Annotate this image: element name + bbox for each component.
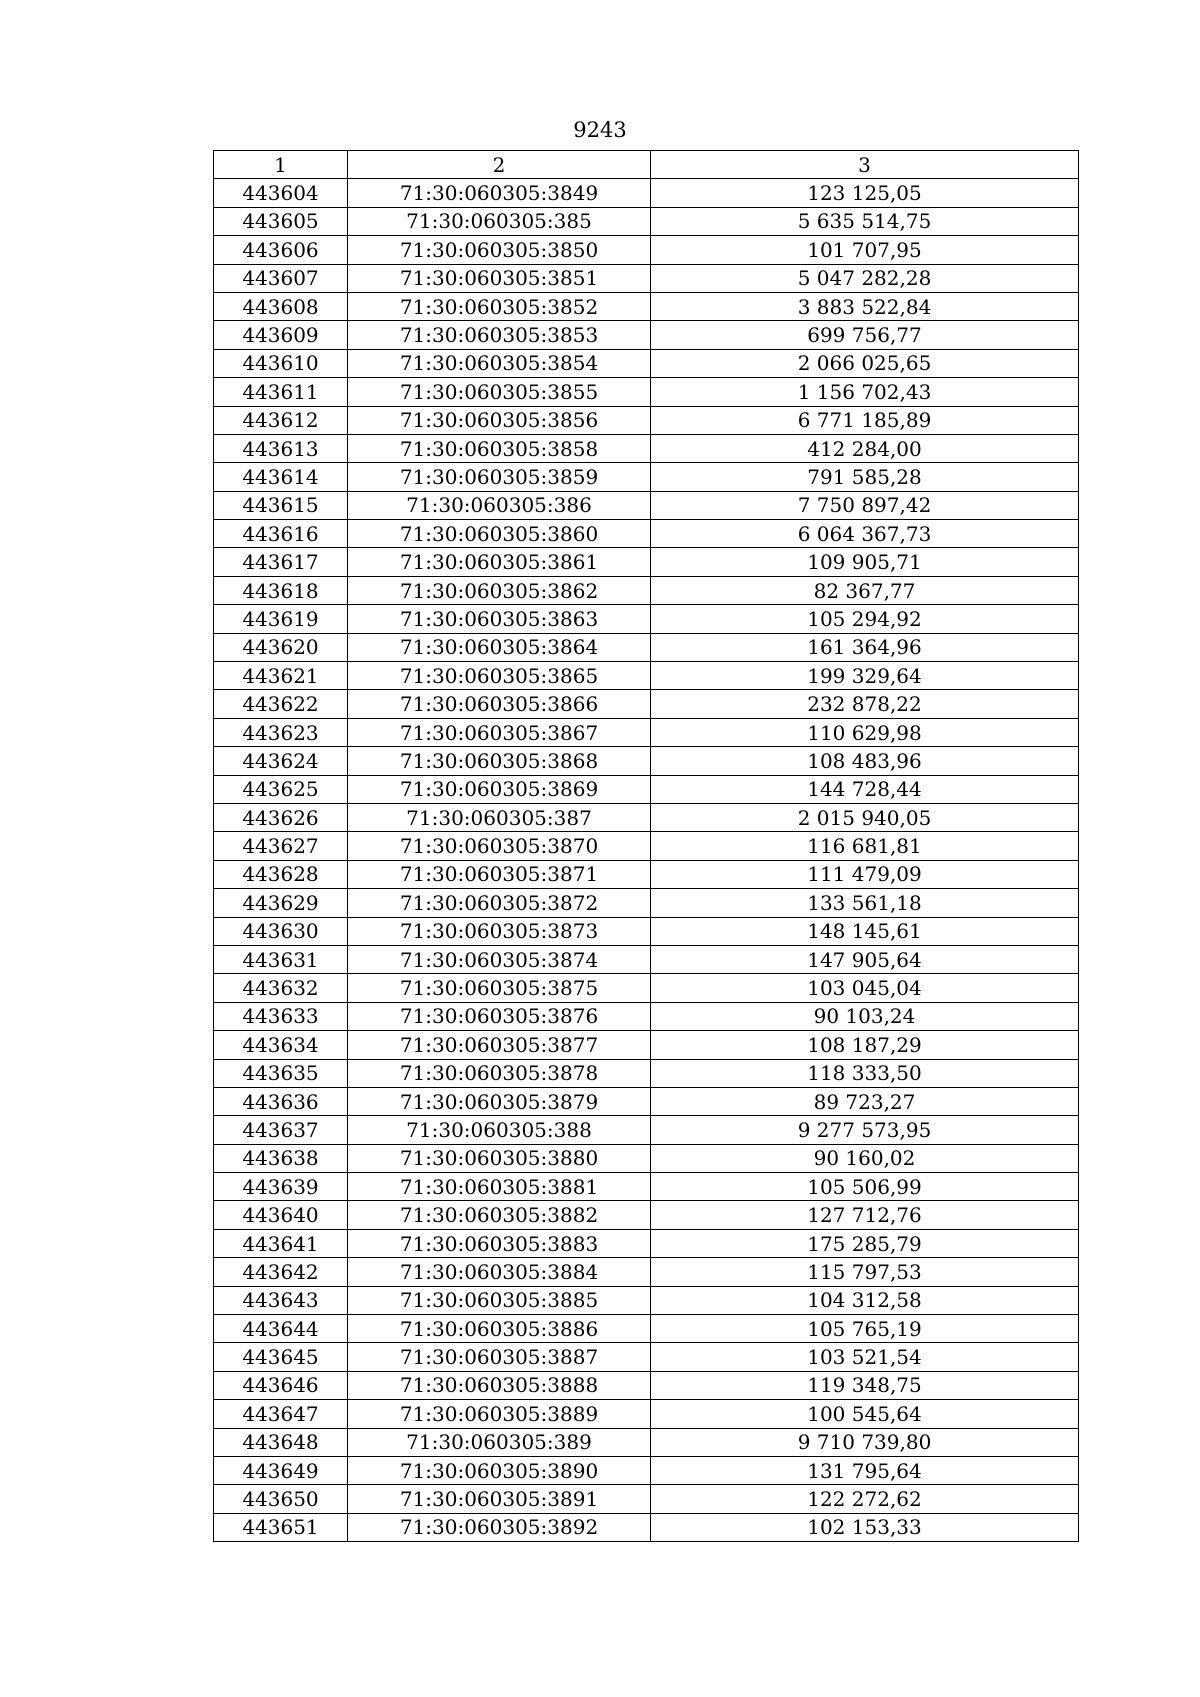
cadastral-number-cell: 71:30:060305:3869 [348,775,651,803]
row-number-cell: 443645 [214,1343,348,1371]
cadastral-number-cell: 71:30:060305:3871 [348,860,651,888]
cadastral-value-cell: 5 635 514,75 [651,207,1079,235]
table-body [214,151,1079,1542]
row-number-cell: 443642 [214,1258,348,1286]
table-row [214,264,1079,292]
row-number-cell: 443646 [214,1371,348,1399]
row-number-cell: 443650 [214,1485,348,1513]
cadastral-value-cell: 2 066 025,65 [651,349,1079,377]
row-number-cell: 443613 [214,434,348,462]
table-row [214,463,1079,491]
table-row [214,633,1079,661]
cadastral-value-cell: 123 125,05 [651,179,1079,207]
table-row [214,1229,1079,1257]
cadastral-number-cell: 71:30:060305:386 [348,491,651,519]
table-row [214,1315,1079,1343]
column-number-3: 3 [651,151,1079,179]
cadastral-value-cell: 108 187,29 [651,1031,1079,1059]
row-number-cell: 443626 [214,803,348,831]
row-number-cell: 443648 [214,1428,348,1456]
cadastral-value-cell: 148 145,61 [651,917,1079,945]
row-number-cell: 443647 [214,1400,348,1428]
row-number-cell: 443627 [214,832,348,860]
cadastral-value-cell: 102 153,33 [651,1513,1079,1541]
cadastral-value-cell: 110 629,98 [651,718,1079,746]
cadastral-number-cell: 71:30:060305:3870 [348,832,651,860]
cadastral-number-cell: 71:30:060305:3849 [348,179,651,207]
row-number-cell: 443614 [214,463,348,491]
cadastral-value-cell: 105 506,99 [651,1173,1079,1201]
table-row [214,378,1079,406]
table-row [214,605,1079,633]
table-row [214,945,1079,973]
cadastral-value-cell: 90 103,24 [651,1002,1079,1030]
cadastral-value-cell: 131 795,64 [651,1456,1079,1484]
cadastral-value-table [213,150,1079,1542]
column-number-row [214,151,1079,179]
row-number-cell: 443629 [214,889,348,917]
cadastral-value-cell: 127 712,76 [651,1201,1079,1229]
cadastral-number-cell: 71:30:060305:3854 [348,349,651,377]
cadastral-number-cell: 71:30:060305:3867 [348,718,651,746]
table-row [214,321,1079,349]
row-number-cell: 443624 [214,747,348,775]
table-row [214,1286,1079,1314]
cadastral-number-cell: 71:30:060305:3868 [348,747,651,775]
cadastral-value-cell: 101 707,95 [651,236,1079,264]
table-row [214,179,1079,207]
table-row [214,1002,1079,1030]
row-number-cell: 443638 [214,1144,348,1172]
cadastral-number-cell: 71:30:060305:3850 [348,236,651,264]
row-number-cell: 443608 [214,292,348,320]
row-number-cell: 443630 [214,917,348,945]
row-number-cell: 443619 [214,605,348,633]
page-number: 9243 [573,118,627,142]
cadastral-number-cell: 71:30:060305:3851 [348,264,651,292]
cadastral-number-cell: 71:30:060305:3873 [348,917,651,945]
row-number-cell: 443641 [214,1229,348,1257]
cadastral-value-cell: 103 521,54 [651,1343,1079,1371]
row-number-cell: 443639 [214,1173,348,1201]
cadastral-number-cell: 71:30:060305:3892 [348,1513,651,1541]
column-number-1: 1 [214,151,348,179]
row-number-cell: 443623 [214,718,348,746]
cadastral-value-cell: 2 015 940,05 [651,803,1079,831]
row-number-cell: 443612 [214,406,348,434]
row-number-cell: 443618 [214,576,348,604]
cadastral-number-cell: 71:30:060305:3886 [348,1315,651,1343]
cadastral-number-cell: 71:30:060305:3881 [348,1173,651,1201]
cadastral-number-cell: 71:30:060305:3884 [348,1258,651,1286]
table-row [214,1400,1079,1428]
table-row [214,917,1079,945]
cadastral-value-cell: 118 333,50 [651,1059,1079,1087]
cadastral-value-cell: 105 294,92 [651,605,1079,633]
row-number-cell: 443649 [214,1456,348,1484]
cadastral-value-cell: 100 545,64 [651,1400,1079,1428]
table-row [214,718,1079,746]
cadastral-value-cell: 147 905,64 [651,945,1079,973]
cadastral-value-cell: 119 348,75 [651,1371,1079,1399]
cadastral-value-cell: 89 723,27 [651,1087,1079,1115]
table-row [214,889,1079,917]
row-number-cell: 443610 [214,349,348,377]
row-number-cell: 443622 [214,690,348,718]
cadastral-value-cell: 111 479,09 [651,860,1079,888]
row-number-cell: 443633 [214,1002,348,1030]
cadastral-number-cell: 71:30:060305:3865 [348,662,651,690]
column-number-2: 2 [348,151,651,179]
table-row [214,1201,1079,1229]
cadastral-number-cell: 71:30:060305:3882 [348,1201,651,1229]
row-number-cell: 443651 [214,1513,348,1541]
row-number-cell: 443611 [214,378,348,406]
table-row [214,491,1079,519]
cadastral-value-cell: 133 561,18 [651,889,1079,917]
table-row [214,292,1079,320]
table-row [214,1513,1079,1541]
table-row [214,1258,1079,1286]
cadastral-number-cell: 71:30:060305:3859 [348,463,651,491]
cadastral-number-cell: 71:30:060305:3863 [348,605,651,633]
cadastral-value-cell: 109 905,71 [651,548,1079,576]
row-number-cell: 443617 [214,548,348,576]
row-number-cell: 443609 [214,321,348,349]
cadastral-value-cell: 9 277 573,95 [651,1116,1079,1144]
cadastral-value-cell: 7 750 897,42 [651,491,1079,519]
cadastral-value-cell: 90 160,02 [651,1144,1079,1172]
cadastral-number-cell: 71:30:060305:3861 [348,548,651,576]
cadastral-number-cell: 71:30:060305:3889 [348,1400,651,1428]
cadastral-value-cell: 699 756,77 [651,321,1079,349]
table-row [214,974,1079,1002]
table-row [214,1371,1079,1399]
row-number-cell: 443635 [214,1059,348,1087]
cadastral-value-cell: 104 312,58 [651,1286,1079,1314]
row-number-cell: 443606 [214,236,348,264]
table-row [214,236,1079,264]
table-row [214,747,1079,775]
table-row [214,1173,1079,1201]
cadastral-number-cell: 71:30:060305:3874 [348,945,651,973]
cadastral-value-cell: 1 156 702,43 [651,378,1079,406]
table-row [214,576,1079,604]
row-number-cell: 443632 [214,974,348,1002]
cadastral-number-cell: 71:30:060305:3878 [348,1059,651,1087]
row-number-cell: 443628 [214,860,348,888]
cadastral-value-cell: 105 765,19 [651,1315,1079,1343]
table-row [214,803,1079,831]
cadastral-value-cell: 116 681,81 [651,832,1079,860]
row-number-cell: 443615 [214,491,348,519]
cadastral-number-cell: 71:30:060305:3879 [348,1087,651,1115]
cadastral-value-cell: 175 285,79 [651,1229,1079,1257]
row-number-cell: 443604 [214,179,348,207]
row-number-cell: 443644 [214,1315,348,1343]
cadastral-value-cell: 103 045,04 [651,974,1079,1002]
table-row [214,434,1079,462]
table-row [214,349,1079,377]
cadastral-number-cell: 71:30:060305:3862 [348,576,651,604]
row-number-cell: 443607 [214,264,348,292]
table-row [214,1456,1079,1484]
table-row [214,520,1079,548]
cadastral-value-cell: 108 483,96 [651,747,1079,775]
table-row [214,1059,1079,1087]
row-number-cell: 443634 [214,1031,348,1059]
cadastral-value-cell: 5 047 282,28 [651,264,1079,292]
table-row [214,1031,1079,1059]
cadastral-number-cell: 71:30:060305:3877 [348,1031,651,1059]
row-number-cell: 443621 [214,662,348,690]
row-number-cell: 443637 [214,1116,348,1144]
row-number-cell: 443620 [214,633,348,661]
table-row [214,548,1079,576]
cadastral-value-cell: 791 585,28 [651,463,1079,491]
cadastral-number-cell: 71:30:060305:389 [348,1428,651,1456]
row-number-cell: 443631 [214,945,348,973]
table-row [214,775,1079,803]
cadastral-value-cell: 3 883 522,84 [651,292,1079,320]
row-number-cell: 443605 [214,207,348,235]
cadastral-number-cell: 71:30:060305:3853 [348,321,651,349]
cadastral-number-cell: 71:30:060305:3887 [348,1343,651,1371]
row-number-cell: 443640 [214,1201,348,1229]
cadastral-number-cell: 71:30:060305:3864 [348,633,651,661]
cadastral-number-cell: 71:30:060305:3891 [348,1485,651,1513]
cadastral-number-cell: 71:30:060305:3855 [348,378,651,406]
row-number-cell: 443625 [214,775,348,803]
cadastral-value-cell: 232 878,22 [651,690,1079,718]
row-number-cell: 443616 [214,520,348,548]
cadastral-number-cell: 71:30:060305:3883 [348,1229,651,1257]
table-row [214,1087,1079,1115]
table-row [214,1144,1079,1172]
cadastral-number-cell: 71:30:060305:387 [348,803,651,831]
cadastral-number-cell: 71:30:060305:3872 [348,889,651,917]
cadastral-number-cell: 71:30:060305:3858 [348,434,651,462]
row-number-cell: 443643 [214,1286,348,1314]
table-row [214,690,1079,718]
cadastral-value-cell: 82 367,77 [651,576,1079,604]
table-row [214,662,1079,690]
cadastral-number-cell: 71:30:060305:3890 [348,1456,651,1484]
cadastral-number-cell: 71:30:060305:3888 [348,1371,651,1399]
cadastral-number-cell: 71:30:060305:3856 [348,406,651,434]
cadastral-value-cell: 115 797,53 [651,1258,1079,1286]
row-number-cell: 443636 [214,1087,348,1115]
cadastral-value-cell: 9 710 739,80 [651,1428,1079,1456]
table-row [214,860,1079,888]
table-row [214,1485,1079,1513]
cadastral-number-cell: 71:30:060305:3885 [348,1286,651,1314]
table-row [214,406,1079,434]
cadastral-value-cell: 144 728,44 [651,775,1079,803]
table-row [214,1428,1079,1456]
cadastral-number-cell: 71:30:060305:388 [348,1116,651,1144]
cadastral-number-cell: 71:30:060305:3852 [348,292,651,320]
cadastral-number-cell: 71:30:060305:3876 [348,1002,651,1030]
table-row [214,832,1079,860]
table-row [214,207,1079,235]
table-row [214,1116,1079,1144]
cadastral-value-cell: 6 064 367,73 [651,520,1079,548]
cadastral-number-cell: 71:30:060305:385 [348,207,651,235]
cadastral-value-cell: 122 272,62 [651,1485,1079,1513]
cadastral-number-cell: 71:30:060305:3860 [348,520,651,548]
cadastral-value-cell: 412 284,00 [651,434,1079,462]
cadastral-value-cell: 161 364,96 [651,633,1079,661]
cadastral-number-cell: 71:30:060305:3866 [348,690,651,718]
cadastral-value-cell: 199 329,64 [651,662,1079,690]
table-row [214,1343,1079,1371]
cadastral-number-cell: 71:30:060305:3875 [348,974,651,1002]
cadastral-value-cell: 6 771 185,89 [651,406,1079,434]
cadastral-number-cell: 71:30:060305:3880 [348,1144,651,1172]
